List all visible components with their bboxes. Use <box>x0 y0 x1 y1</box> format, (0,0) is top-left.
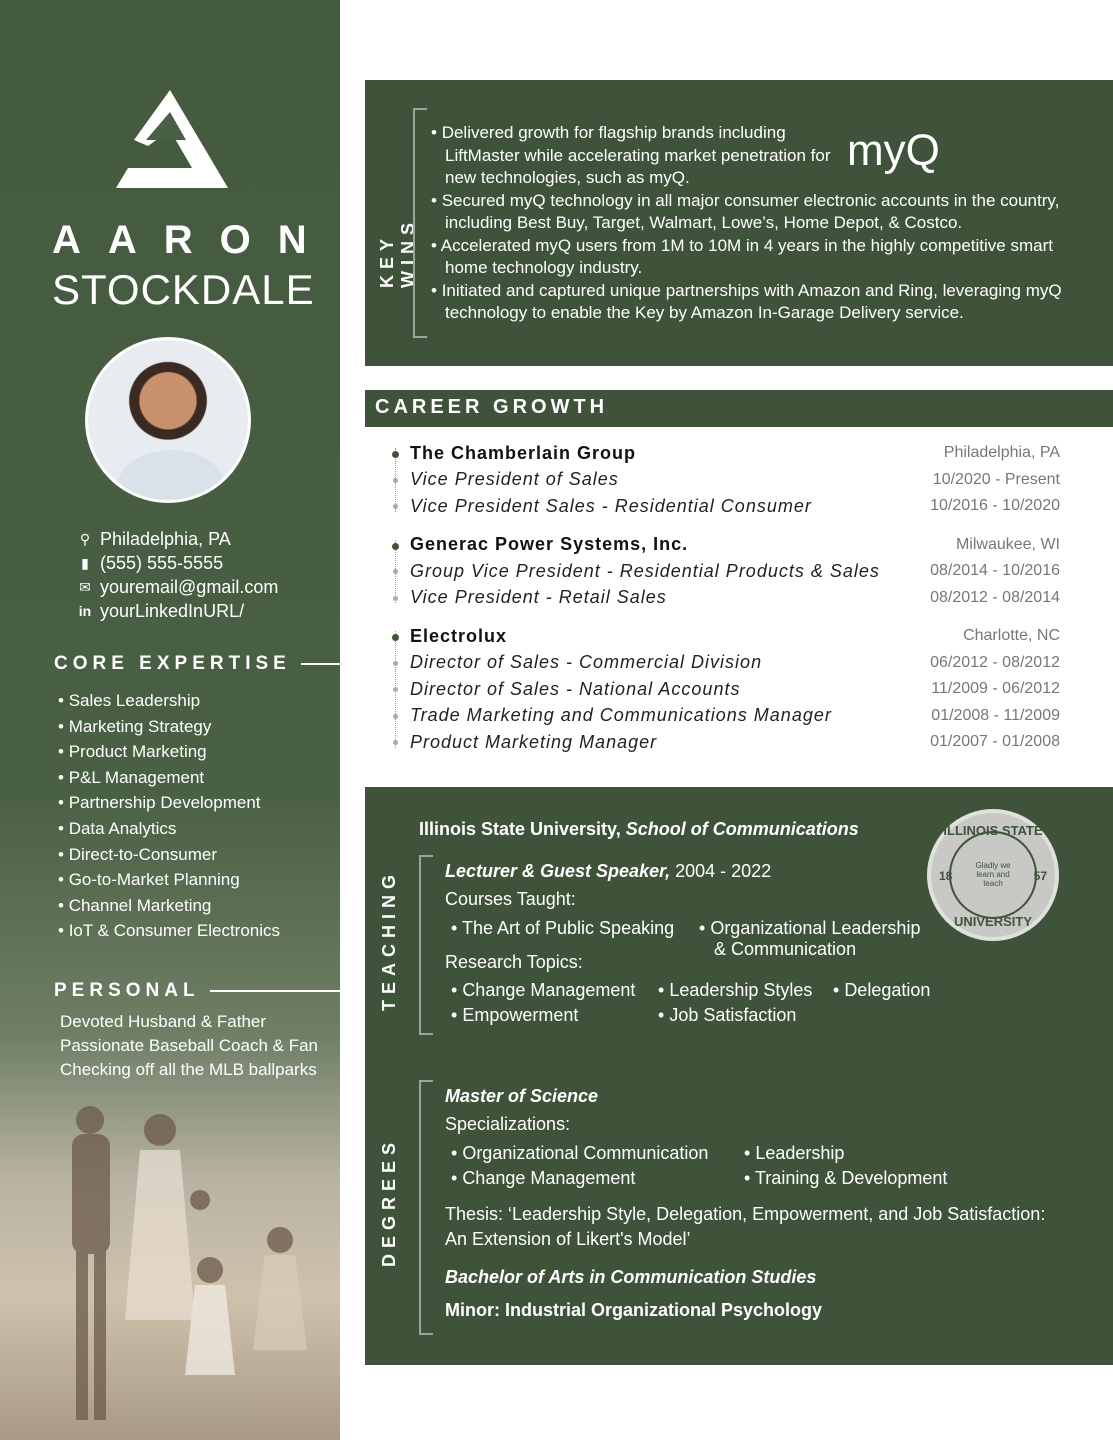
list-item: • Accelerated myQ users from 1M to 10M in 4 years in the highly competitive smart home technology industry. <box>431 235 1071 280</box>
research-label: Research Topics: <box>445 952 583 972</box>
bracket <box>419 855 433 1035</box>
linkedin-icon: in <box>78 603 92 619</box>
teaching-label: TEACHING <box>379 869 399 1011</box>
last-name: STOCKDALE <box>52 266 315 313</box>
education-section <box>365 787 1113 1365</box>
role-dates: 08/2012 - 08/2014 <box>930 588 1060 606</box>
company-entry <box>390 623 1060 756</box>
envelope-icon: ✉ <box>79 579 91 595</box>
list-item: Checking off all the MLB ballparks <box>60 1060 317 1079</box>
list-item: • P&L Management <box>58 765 280 791</box>
role-dates: 08/2014 - 10/2016 <box>930 562 1060 580</box>
list-item: • Initiated and captured unique partnerships with Amazon and Ring, leveraging myQ technology to enable the Key by Amazon In-Garage Delivery service. <box>431 280 1071 325</box>
core-expertise-heading: CORE EXPERTISE <box>54 653 340 675</box>
school-name: Illinois State University, School of Communications <box>419 819 859 839</box>
list-item: • Channel Marketing <box>58 893 280 919</box>
role-title: Vice President Sales - Residential Consumer <box>410 495 812 516</box>
company-entry <box>390 532 1060 612</box>
company-location: Milwaukee, WI <box>955 535 1060 553</box>
degree-ms: Master of Science <box>445 1086 599 1106</box>
company-name: Electrolux <box>410 625 508 646</box>
courses-label: Courses Taught: <box>445 889 576 909</box>
list-item: • Organizational Communication <box>451 1143 709 1163</box>
list-item: • Job Satisfaction <box>658 1005 797 1025</box>
role-dates: 11/2009 - 06/2012 <box>931 680 1060 698</box>
list-item: • Sales Leadership <box>58 688 280 714</box>
contact-location: ⚲ Philadelphia, PA <box>76 527 278 551</box>
role-title: Director of Sales - National Accounts <box>410 678 741 699</box>
company-entry <box>390 440 1060 520</box>
role-title: Product Marketing Manager <box>410 731 658 752</box>
list-item: • Go-to-Market Planning <box>58 867 280 893</box>
career-growth-heading: CAREER GROWTH <box>365 390 1113 427</box>
contact-phone: ▮ (555) 555-5555 <box>76 551 278 575</box>
list-item: • Leadership <box>744 1143 845 1163</box>
list-item: • Product Marketing <box>58 739 280 765</box>
myq-logo: myQ <box>847 126 940 175</box>
role-title: Group Vice President - Residential Products & Sales <box>410 560 880 581</box>
degrees-label: DEGREES <box>379 1136 399 1267</box>
role-dates: 01/2007 - 01/2008 <box>930 733 1060 751</box>
location-pin-icon: ⚲ <box>79 531 91 547</box>
key-wins-list <box>431 122 1071 325</box>
bracket <box>413 108 427 338</box>
role-title: Director of Sales - Commercial Division <box>410 652 763 673</box>
role-dates: 10/2016 - 10/2020 <box>930 497 1060 515</box>
degree-minor: Minor: Industrial Organizational Psychology <box>445 1300 823 1320</box>
core-expertise-list <box>58 688 280 944</box>
list-item: • Change Management <box>451 980 636 1000</box>
profile-photo <box>85 337 251 503</box>
list-item: • Delegation <box>833 980 931 1000</box>
role-dates: 06/2012 - 08/2012 <box>930 653 1060 671</box>
degree-ba: Bachelor of Arts in Communication Studies <box>445 1267 817 1287</box>
list-item: • The Art of Public Speaking <box>451 918 675 938</box>
thesis-continued: An Extension of Likert's Model’ <box>445 1229 691 1249</box>
role-title: Trade Marketing and Communications Manager <box>410 705 832 726</box>
phone-icon: ▮ <box>81 555 89 571</box>
teaching-role: Lecturer & Guest Speaker, 2004 - 2022 <box>445 861 772 881</box>
key-wins-section <box>365 80 1113 366</box>
logo-icon <box>112 90 228 188</box>
personal-list <box>60 1010 318 1082</box>
list-item: • Organizational Leadership & Communication <box>699 918 921 959</box>
contact-info <box>76 527 278 623</box>
list-item: • Empowerment <box>451 1005 579 1025</box>
list-item: • Partnership Development <box>58 790 280 816</box>
personal-heading: PERSONAL <box>54 980 340 1002</box>
role-title: Vice President of Sales <box>410 469 619 490</box>
thesis: Thesis: ‘Leadership Style, Delegation, Empowerment, and Job Satisfaction: <box>445 1204 1046 1224</box>
role-dates: 10/2020 - Present <box>932 470 1060 488</box>
specializations-label: Specializations: <box>445 1114 571 1134</box>
bracket <box>419 1080 433 1335</box>
key-wins-label: KEY WINS <box>377 217 418 288</box>
company-location: Philadelphia, PA <box>943 444 1060 462</box>
list-item: Passionate Baseball Coach & Fan <box>60 1036 318 1055</box>
first-name: AARON <box>52 218 334 262</box>
list-item: • Change Management <box>451 1168 636 1188</box>
list-item: • IoT & Consumer Electronics <box>58 918 280 944</box>
list-item: • Delivered growth for flagship brands including LiftMaster while accelerating market penetration for new technologies, such as myQ. <box>431 122 831 190</box>
list-item: Devoted Husband & Father <box>60 1012 267 1031</box>
list-item: • Leadership Styles <box>658 980 813 1000</box>
company-location: Charlotte, NC <box>963 627 1060 645</box>
list-item: • Training & Development <box>744 1168 948 1188</box>
list-item: • Data Analytics <box>58 816 280 842</box>
contact-email[interactable]: ✉ youremail@gmail.com <box>76 575 278 599</box>
company-name: The Chamberlain Group <box>410 442 637 463</box>
list-item: • Direct-to-Consumer <box>58 842 280 868</box>
family-photo <box>0 1090 340 1440</box>
university-seal: ILLINOIS STATE 18 57 Gladly we learn and teach UNIVERSITY <box>927 809 1059 941</box>
list-item: • Secured myQ technology in all major consumer electronic accounts in the country, including Best Buy, Target, Walmart, Lowe’s, Home Depot, & Costco. <box>431 190 1071 235</box>
list-item: • Marketing Strategy <box>58 714 280 740</box>
role-title: Vice President - Retail Sales <box>410 587 667 608</box>
career-list <box>390 440 1060 756</box>
role-dates: 01/2008 - 11/2009 <box>931 706 1060 724</box>
company-name: Generac Power Systems, Inc. <box>410 534 689 555</box>
sidebar <box>0 0 340 1440</box>
contact-linkedin[interactable]: in yourLinkedInURL/ <box>76 599 278 623</box>
